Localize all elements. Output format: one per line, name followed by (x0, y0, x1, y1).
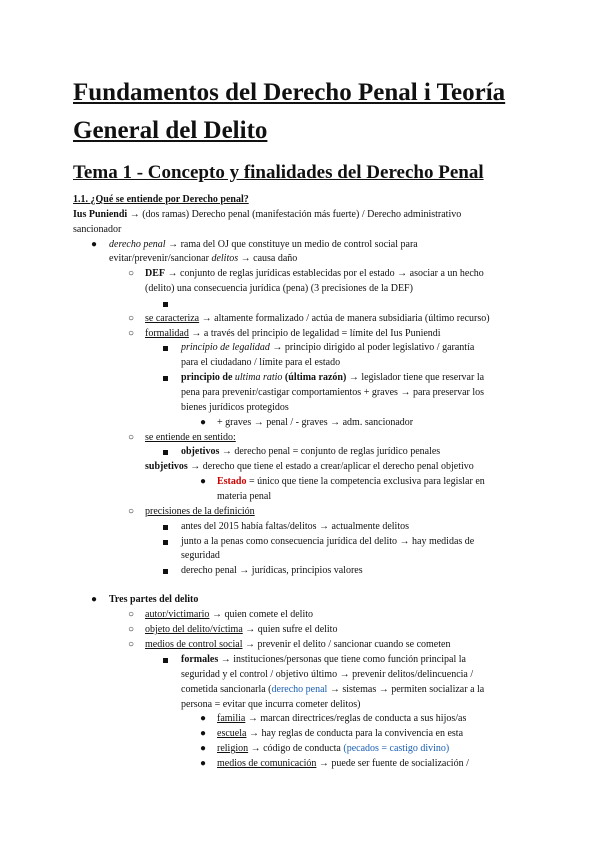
formales-line-2: seguridad y el control / objetivo último → prevenir delitos/delincuencia / (181, 669, 474, 680)
subjetivos-term: subjetivos (145, 461, 188, 472)
medio-text: → código de conducta (248, 743, 344, 754)
legalidad-line-1 (181, 341, 474, 355)
precision-item: derecho penal → jurídicas, principios valores (181, 565, 363, 576)
square-bullet (163, 540, 168, 545)
disc-bullet: ● (200, 743, 207, 754)
objeto-term: objeto del delito/víctima (145, 624, 243, 635)
parte-text: → quien comete el delito (209, 609, 314, 620)
formalidad-line (145, 327, 441, 341)
medio-line (217, 727, 463, 741)
disc-bullet: ● (91, 239, 98, 250)
medio-line (217, 742, 449, 756)
ratio-line-3: bienes jurídicos protegidos (181, 402, 289, 413)
subjetivos-text: → derecho que tiene el estado a crear/aplicar el derecho penal objetivo (187, 461, 474, 472)
medio-text: → puede ser fuente de socialización / (316, 758, 469, 769)
intro-text: → (dos ramas) Derecho penal (manifestación más fuerte) / Derecho administrativo (127, 209, 462, 220)
ius-puniendi-term: Ius Puniendi (73, 209, 128, 220)
delitos-term: delitos (211, 253, 239, 264)
precision-item: junto a la penas como consecuencia jurídica del delito → hay medidas de (181, 536, 475, 547)
ratio-sub-line: + graves → penal / - graves → adm. sancionador (217, 417, 414, 428)
escuela-term: escuela (217, 728, 247, 739)
ratio-line-1 (181, 371, 484, 385)
formalidad-text: → a través del principio de legalidad = límite del Ius Puniendi (188, 328, 441, 339)
document-title: Fundamentos del Derecho Penal i Teoría General del Delito (73, 79, 506, 144)
tres-partes-term: Tres partes del delito (109, 594, 199, 605)
blue-text: (pecados = castigo divino) (343, 743, 450, 754)
text-span: → causa daño (238, 253, 298, 264)
def-text: → conjunto de reglas jurídicas establecidas por el estado → asociar a un hecho (165, 268, 484, 279)
square-bullet (163, 346, 168, 351)
legalidad-line-2: para el ciudadano / límite para el estado (181, 357, 341, 368)
parte-line (145, 623, 337, 637)
text-span: → sistemas → permiten socializar a la (327, 684, 485, 695)
objetivos-line (181, 445, 440, 459)
def-line-1 (145, 267, 484, 281)
def-term: DEF (145, 268, 165, 279)
circle-bullet: ○ (128, 268, 135, 279)
square-bullet (163, 376, 168, 381)
parte-text: → quien sufre el delito (242, 624, 338, 635)
medio-text: → hay reglas de conducta para la convivencia en esta (246, 728, 464, 739)
formales-line-1 (181, 653, 466, 667)
circle-bullet: ○ (128, 313, 135, 324)
formales-line-4: persona = evitar que incurra cometer delitos) (181, 699, 361, 710)
circle-bullet: ○ (128, 506, 135, 517)
religion-term: religion (217, 743, 249, 754)
derecho-penal-text: → rama del OJ que constituye un medio de control social para (165, 239, 418, 250)
ultima-ratio-term: ultima ratio (234, 372, 283, 383)
circle-bullet: ○ (128, 639, 135, 650)
square-bullet (163, 658, 168, 663)
legalidad-term: principio de legalidad (181, 342, 270, 353)
estado-line-1 (217, 475, 485, 489)
section-heading: 1.1. ¿Qué se entiende por Derecho penal? (73, 194, 249, 205)
ratio-text: → legislador tiene que reservar la (346, 372, 485, 383)
formales-text: → instituciones/personas que tiene como función principal la (218, 654, 466, 665)
circle-bullet: ○ (128, 624, 135, 635)
disc-bullet: ● (200, 728, 207, 739)
objetivos-text: → derecho penal = conjunto de reglas jurídico penales (219, 446, 441, 457)
medio-text: → marcan directrices/reglas de conducta a sus hijos/as (245, 713, 467, 724)
precision-item: antes del 2015 había faltas/delitos → actualmente delitos (181, 521, 409, 532)
objetivos-term: objetivos (181, 446, 220, 457)
caracteriza-term: se caracteriza (145, 313, 200, 324)
derecho-penal-line-1 (109, 238, 418, 252)
ratio-line-2: pena para prevenir/castigar comportamientos + graves → para preservar los (181, 387, 485, 398)
sentido-term: se entiende en sentido: (145, 432, 236, 443)
circle-bullet: ○ (128, 328, 135, 339)
derecho-penal-term: derecho penal (109, 239, 166, 250)
medios-control-term: medios de control social (145, 639, 243, 650)
ratio-term: principio de (181, 372, 235, 383)
medios-comunicacion-term: medios de comunicación (217, 758, 317, 769)
caracteriza-text: → altamente formalizado / actúa de manera subsidiaria (último recurso) (199, 313, 490, 324)
text-span: cometida sancionarla ( (181, 684, 272, 695)
legalidad-text: → principio dirigido al poder legislativo / garantía (269, 342, 475, 353)
blue-text: derecho penal (271, 684, 328, 695)
tema-heading: Tema 1 - Concepto y finalidades del Derecho Penal (73, 162, 484, 183)
formales-term: formales (181, 654, 219, 665)
caracteriza-line (145, 312, 490, 326)
intro-line-2: sancionador (73, 224, 122, 235)
def-line-2: (delito) una consecuencia jurídica (pena) (3 precisiones de la DEF) (145, 283, 413, 294)
derecho-penal-line-2 (109, 252, 297, 266)
formalidad-term: formalidad (145, 328, 189, 339)
medio-line (217, 712, 466, 726)
square-bullet (163, 525, 168, 530)
disc-bullet: ● (200, 758, 207, 769)
estado-line-2: materia penal (217, 491, 272, 502)
estado-term: Estado (217, 476, 247, 487)
precisiones-term: precisiones de la definición (145, 506, 255, 517)
square-bullet (163, 450, 168, 455)
circle-bullet: ○ (128, 432, 135, 443)
disc-bullet: ● (200, 476, 207, 487)
ratio-term-suffix: (última razón) (282, 372, 347, 383)
text-span: evitar/prevenir/sancionar (109, 253, 212, 264)
disc-bullet: ● (200, 417, 207, 428)
intro-line-1 (73, 208, 461, 222)
medio-line (217, 757, 469, 771)
parte-text: → prevenir el delito / sancionar cuando se cometen (242, 639, 451, 650)
disc-bullet: ● (200, 713, 207, 724)
subjetivos-line (145, 460, 474, 474)
square-bullet (163, 302, 168, 307)
precision-item-cont: seguridad (181, 550, 220, 561)
formales-line-3 (181, 683, 484, 697)
circle-bullet: ○ (128, 609, 135, 620)
estado-text: = único que tiene la competencia exclusiva para legislar en (246, 476, 485, 487)
disc-bullet: ● (91, 594, 98, 605)
parte-line (145, 638, 450, 652)
autor-term: autor/victimario (145, 609, 210, 620)
parte-line (145, 608, 313, 622)
square-bullet (163, 569, 168, 574)
familia-term: familia (217, 713, 246, 724)
